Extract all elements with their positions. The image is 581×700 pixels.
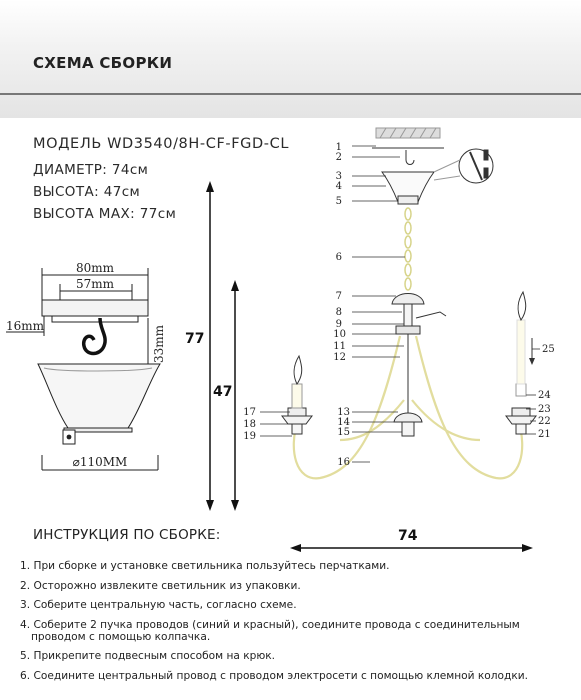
dim-47: 47	[213, 384, 233, 400]
spec-diameter: ДИАМЕТР: 74см	[33, 162, 149, 178]
dim-80mm: 80mm	[75, 261, 115, 275]
step-number: 3.	[20, 599, 31, 611]
part-6: 6	[335, 252, 342, 263]
part-17: 17	[243, 407, 256, 418]
part-24: 24	[538, 390, 551, 401]
step-text-continued: проводом с помощью колпачка.	[31, 630, 211, 643]
part-12: 12	[333, 352, 346, 363]
dim-33mm: 33mm	[152, 324, 166, 364]
step-text: Соберите центральную часть, согласно схеме.	[33, 599, 297, 611]
part-16: 16	[337, 457, 350, 468]
instructions-title: ИНСТРУКЦИЯ ПО СБОРКЕ:	[33, 527, 221, 543]
dim-74: 74	[398, 528, 418, 544]
dim-77: 77	[185, 331, 205, 347]
part-22: 22	[538, 416, 551, 427]
step-number: 1.	[20, 560, 31, 572]
part-14: 14	[337, 417, 350, 428]
part-18: 18	[243, 419, 256, 430]
step-5	[20, 650, 528, 662]
step-number: 2.	[20, 579, 31, 592]
part-23: 23	[538, 404, 551, 415]
part-3: 3	[335, 171, 342, 182]
canopy-detail	[6, 261, 166, 470]
step-text: Осторожно извлеките светильник из упаковки.	[33, 579, 301, 592]
step-text: Соберите 2 пучка проводов (синий и красный), соедините провода с соединительным	[33, 618, 520, 631]
height-dimensions	[206, 181, 533, 552]
step-6	[20, 670, 528, 682]
dim-16mm: 16mm	[6, 319, 45, 333]
step-number: 5.	[20, 650, 31, 662]
part-7: 7	[335, 291, 342, 302]
step-text: Соедините центральный провод с проводом электросети с помощью клемной колодки.	[33, 669, 528, 682]
part-15: 15	[337, 427, 350, 438]
part-5: 5	[335, 196, 342, 207]
dim-57mm: 57mm	[75, 277, 115, 291]
dim-110mm: ⌀110MM	[72, 455, 128, 469]
chandelier-drawing	[282, 128, 536, 478]
part-10: 10	[333, 329, 346, 340]
step-number: 6.	[20, 669, 31, 682]
step-1	[20, 560, 528, 572]
instructions-list	[20, 560, 528, 689]
part-2: 2	[335, 152, 342, 163]
part-4: 4	[335, 181, 342, 192]
step-text: При сборке и установке светильника пользуйтесь перчатками.	[33, 560, 390, 572]
part-1: 1	[335, 142, 342, 153]
step-number: 4.	[20, 618, 31, 631]
model-name: МОДЕЛЬ WD3540/8H-CF-FGD-CL	[33, 136, 289, 152]
part-9: 9	[335, 319, 342, 330]
step-3	[20, 599, 528, 611]
part-21: 21	[538, 429, 551, 440]
part-19: 19	[243, 431, 256, 442]
part-11: 11	[333, 341, 346, 352]
step-text: Прикрепите подвесным способом на крюк.	[33, 650, 276, 662]
part-13: 13	[337, 407, 350, 418]
part-8: 8	[335, 307, 342, 318]
part-25: 25	[542, 344, 555, 355]
step-2	[20, 580, 528, 592]
page-title: СХЕМА СБОРКИ	[33, 54, 173, 72]
spec-height-max: ВЫСОТА MAX: 77см	[33, 206, 177, 222]
spec-height: ВЫСОТА: 47см	[33, 184, 141, 200]
step-4	[20, 619, 528, 643]
